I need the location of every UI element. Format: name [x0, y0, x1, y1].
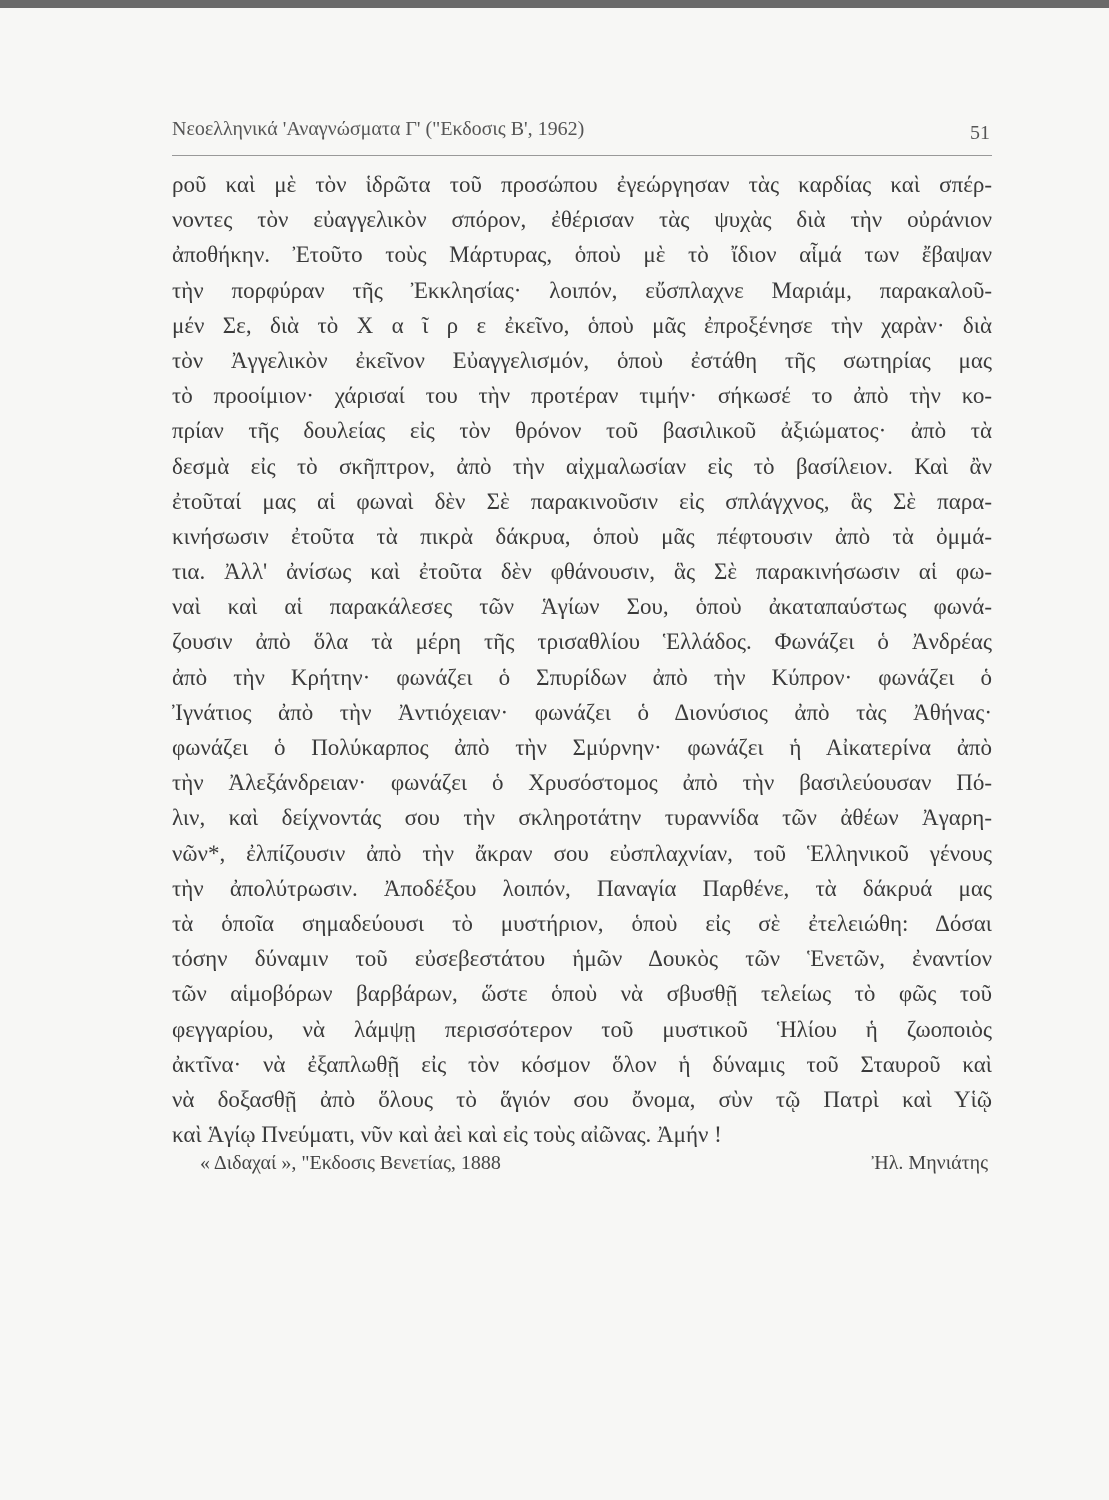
scan-edge-band: [0, 0, 1109, 8]
page-number: 51: [970, 122, 990, 144]
text-line: νὰ δοξασθῇ ἀπὸ ὅλους τὸ ἅγιόν σου ὄνομα, σὺν τῷ Πατρὶ καὶ Υἱῷ: [172, 1086, 992, 1112]
text-line: τὴν ἀπολύτρωσιν. Ἀποδέξου λοιπόν, Παναγία Παρθένε, τὰ δάκρυά μας: [172, 875, 992, 901]
text-line: τὸν Ἀγγελικὸν ἐκεῖνον Εὐαγγελισμόν, ὁποὺ ἐστάθη τῆς σωτηρίας μας: [172, 347, 992, 373]
text-line: μέν Σε, διὰ τὸ Χ α ῖ ρ ε ἐκεῖνο, ὁποὺ μᾶς ἐπροξένησε τὴν χαρὰν· διὰ: [172, 312, 992, 338]
text-line: ἀκτῖνα· νὰ ἐξαπλωθῇ εἰς τὸν κόσμον ὅλον ἡ δύναμις τοῦ Σταυροῦ καὶ: [172, 1051, 992, 1077]
text-line: ναὶ καὶ αἱ παρακάλεσες τῶν Ἁγίων Σου, ὁποὺ ἀκαταπαύστως φωνά-: [172, 594, 992, 620]
text-line: τὸ προοίμιον· χάρισαί του τὴν προτέραν τιμήν· σήκωσέ το ἀπὸ τὴν κο-: [172, 383, 992, 409]
text-line: τια. Ἀλλ' ἀνίσως καὶ ἐτοῦτα δὲν φθάνουσιν, ἃς Σὲ παρακινήσωσιν αἱ φω-: [172, 559, 992, 585]
text-line: τῶν αἱμοβόρων βαρβάρων, ὥστε ὁποὺ νὰ σβυσθῇ τελείως τὸ φῶς τοῦ: [172, 981, 992, 1007]
text-line: καὶ Ἁγίῳ Πνεύματι, νῦν καὶ ἀεὶ καὶ εἰς τοὺς αἰῶνας. Ἀμήν !: [172, 1122, 722, 1148]
header-rule: [172, 155, 992, 156]
text-line: νοντες τὸν εὐαγγελικὸν σπόρον, ἐθέρισαν τὰς ψυχὰς διὰ τὴν οὐράνιον: [172, 207, 992, 233]
text-line: τὴν Ἀλεξάνδρειαν· φωνάζει ὁ Χρυσόστομος ἀπὸ τὴν βασιλεύουσαν Πό-: [172, 770, 992, 796]
text-line: τὴν πορφύραν τῆς Ἐκκλησίας· λοιπόν, εὔσπλαχνε Μαριάμ, παρακαλοῦ-: [172, 277, 992, 303]
author-name: Ἠλ. Μηνιάτης: [871, 1152, 988, 1174]
text-line: νῶν*, ἐλπίζουσιν ἀπὸ τὴν ἄκραν σου εὐσπλαχνίαν, τοῦ Ἑλληνικοῦ γένους: [172, 840, 992, 866]
text-line: τόσην δύναμιν τοῦ εὐσεβεστάτου ἡμῶν Δουκὸς τῶν Ἑνετῶν, ἐναντίον: [172, 946, 992, 972]
body-text: [172, 167, 992, 1152]
text-line: λιν, καὶ δείχνοντάς σου τὴν σκληροτάτην τυραννίδα τῶν ἀθέων Ἀγαρη-: [172, 805, 992, 831]
text-line: ροῦ καὶ μὲ τὸν ἱδρῶτα τοῦ προσώπου ἐγεώργησαν τὰς καρδίας καὶ σπέρ-: [172, 172, 992, 197]
text-line: φωνάζει ὁ Πολύκαρπος ἀπὸ τὴν Σμύρνην· φωνάζει ἡ Αἰκατερίνα ἀπὸ: [172, 735, 992, 760]
text-line: ζουσιν ἀπὸ ὅλα τὰ μέρη τῆς τρισαθλίου Ἑλλάδος. Φωνάζει ὁ Ἀνδρέας: [172, 629, 992, 655]
text-line: ἀποθήκην. Ἐτοῦτο τοὺς Μάρτυρας, ὁποὺ μὲ τὸ ἴδιον αἷμά των ἔβαψαν: [172, 242, 992, 268]
text-line: ἀπὸ τὴν Κρήτην· φωνάζει ὁ Σπυρίδων ἀπὸ τὴν Κύπρον· φωνάζει ὁ: [172, 664, 992, 690]
text-line: πρίαν τῆς δουλείας εἰς τὸν θρόνον τοῦ βασιλικοῦ ἀξιώματος· ἀπὸ τὰ: [172, 418, 992, 444]
text-line: ἐτοῦταί μας αἱ φωναὶ δὲν Σὲ παρακινοῦσιν εἰς σπλάγχνος, ἃς Σὲ παρα-: [172, 488, 992, 514]
text-line: φεγγαρίου, νὰ λάμψῃ περισσότερον τοῦ μυστικοῦ Ἡλίου ἡ ζωοποιὸς: [172, 1016, 992, 1042]
text-line: Ἰγνάτιος ἀπὸ τὴν Ἀντιόχειαν· φωνάζει ὁ Διονύσιος ἀπὸ τὰς Ἀθήνας·: [172, 699, 992, 725]
text-line: τὰ ὁποῖα σημαδεύουσι τὸ μυστήριον, ὁποὺ εἰς σὲ ἐτελειώθη: Δόσαι: [172, 910, 992, 936]
text-line: κινήσωσιν ἐτοῦτα τὰ πικρὰ δάκρυα, ὁποὺ μᾶς πέφτουσιν ἀπὸ τὰ ὀμμά-: [172, 523, 992, 549]
source-citation: « Διδαχαί », "Εκδοσις Βενετίας, 1888: [200, 1152, 501, 1174]
text-line: δεσμὰ εἰς τὸ σκῆπτρον, ἀπὸ τὴν αἰχμαλωσίαν εἰς τὸ βασίλειον. Καὶ ἂν: [172, 453, 992, 479]
running-header: [172, 118, 992, 148]
book-title: Νεοελληνικά 'Αναγνώσματα Γ' ("Εκδοσις Β', 1962): [172, 118, 585, 140]
